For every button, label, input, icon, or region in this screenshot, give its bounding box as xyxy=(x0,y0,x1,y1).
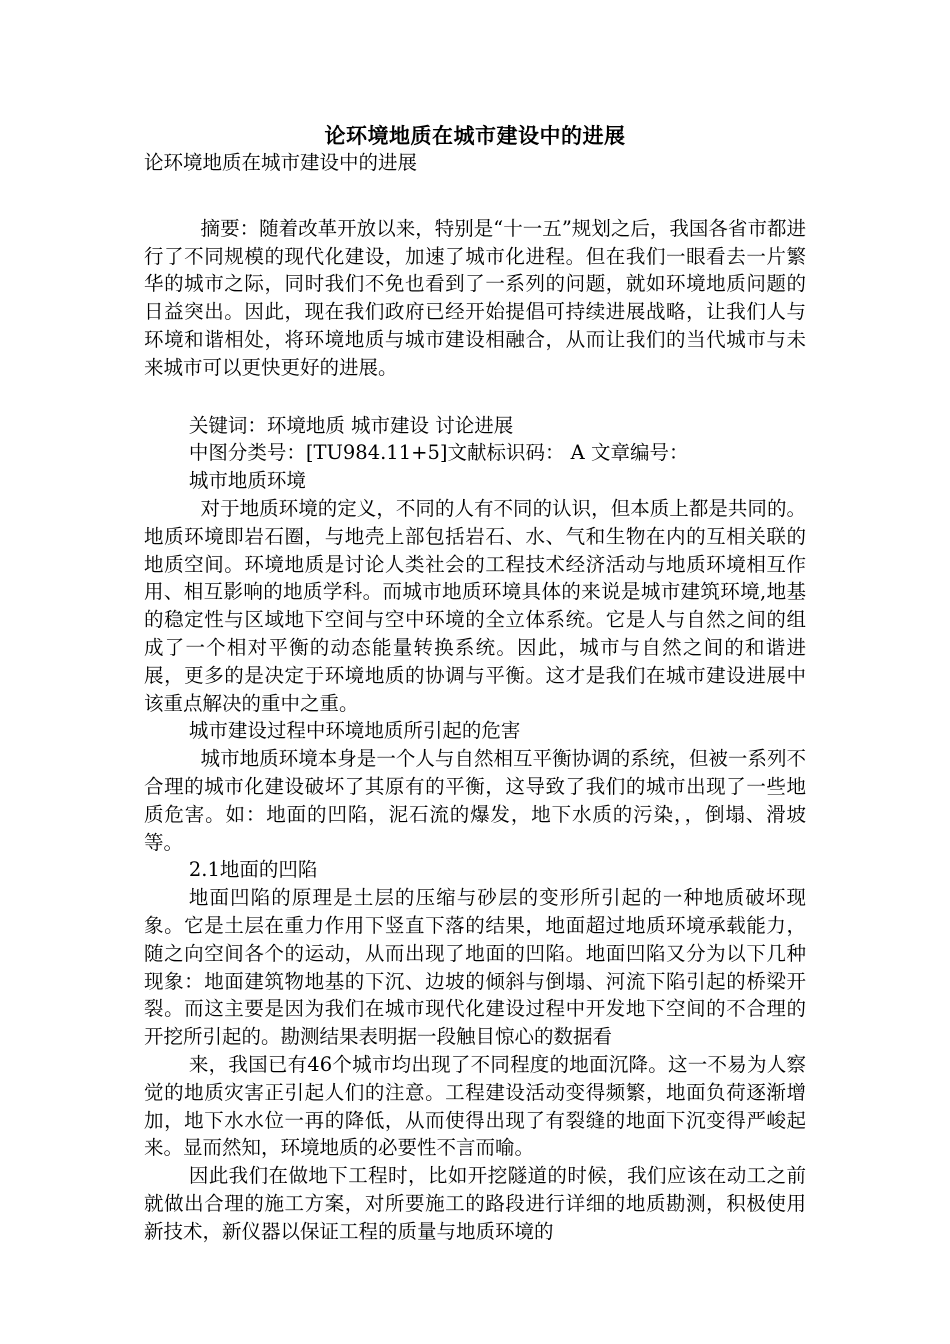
classification-line: 中图分类号：[TU984.11+5]文献标识码： A 文章编号： xyxy=(188,441,689,465)
keywords-line: 关键词：环境地质 城市建设 讨论进展 xyxy=(188,413,514,437)
document-title: 论环境地质在城市建设中的进展 xyxy=(324,123,626,148)
subsection-paragraph-2: 来，我国已有46个城市均出现了不同程度的地面沉降。这一不易为人察觉的地质灾害正引起人们的注意。工程建设活动变得频繁，地面负荷逐渐增加，地下水水位一再的降低，从而使得出现了有裂缝的地面下沉变得严峻起来。显而然知，环境地质的必要性不言而喻。 xyxy=(144,1052,806,1160)
document-body xyxy=(144,149,806,1245)
subsection-paragraph-1: 地面凹陷的原理是土层的压缩与砂层的变形所引起的一种地质破坏现象。它是土层在重力作用下竖直下落的结果，地面超过地质环境承载能力，随之向空间各个的运动，从而出现了地面的凹陷。地面凹陷又分为以下几种现象：地面建筑物地基的下沉、边坡的倾斜与倒塌、河流下陷引起的桥梁开裂。而这主要是因为我们在城市现代化建设过程中开发地下空间的不合理的开挖所引起的。勘测结果表明据一段触目惊心的数据看 xyxy=(144,886,806,1049)
subsection-paragraph-3: 因此我们在做地下工程时，比如开挖隧道的时候，我们应该在动工之前就做出合理的施工方案，对所要施工的路段进行详细的地质勘测，积极使用新技术，新仪器以保证工程的质量与地质环境的 xyxy=(144,1164,806,1243)
section-heading-urban-geology: 城市地质环境 xyxy=(188,469,306,493)
section-paragraph-hazards: 城市地质环境本身是一个人与自然相互平衡协调的系统，但被一系列不合理的城市化建设破坏了其原有的平衡，这导致了我们的城市出现了一些地质危害。如：地面的凹陷，泥石流的爆发，地下水质的污染，，倒塌、滑坡等。 xyxy=(144,747,806,854)
abstract-paragraph: 摘要：随着改革开放以来，特别是“十一五”规划之后，我国各省市都进行了不同规模的现代化建设，加速了城市化进程。但在我们一眼看去一片繁华的城市之际，同时我们不免也看到了一系列的问题，就如环境地质问题的日益突出。因此，现在我们政府已经开始提倡可持续进展战略，让我们人与环境和谐相处，将环境地质与城市建设相融合，从而让我们的当代城市与未来城市可以更快更好的进展。 xyxy=(144,216,806,379)
section-paragraph-urban-geology: 对于地质环境的定义，不同的人有不同的认识，但本质上都是共同的。地质环境即岩石圈，与地壳上部包括岩石、水、气和生物在内的互相关联的地质空间。环境地质是讨论人类社会的工程技术经济活动与地质环境相互作用、相互影响的地质学科。而城市地质环境具体的来说是城市建筑环境,地基的稳定性与区域地下空间与空中环境的全立体系统。它是人与自然之间的组成了一个相对平衡的动态能量转换系统。因此，城市与自然之间的和谐进展，更多的是决定于环境地质的协调与平衡。这才是我们在城市建设进展中该重点解决的重中之重。 xyxy=(144,496,806,715)
document-subtitle: 论环境地质在城市建设中的进展 xyxy=(144,151,418,174)
section-heading-hazards: 城市建设过程中环境地质所引起的危害 xyxy=(188,719,521,743)
spacer xyxy=(144,382,806,412)
spacer xyxy=(144,177,806,215)
subsection-heading-subsidence: 2.1地面的凹陷 xyxy=(188,858,318,882)
